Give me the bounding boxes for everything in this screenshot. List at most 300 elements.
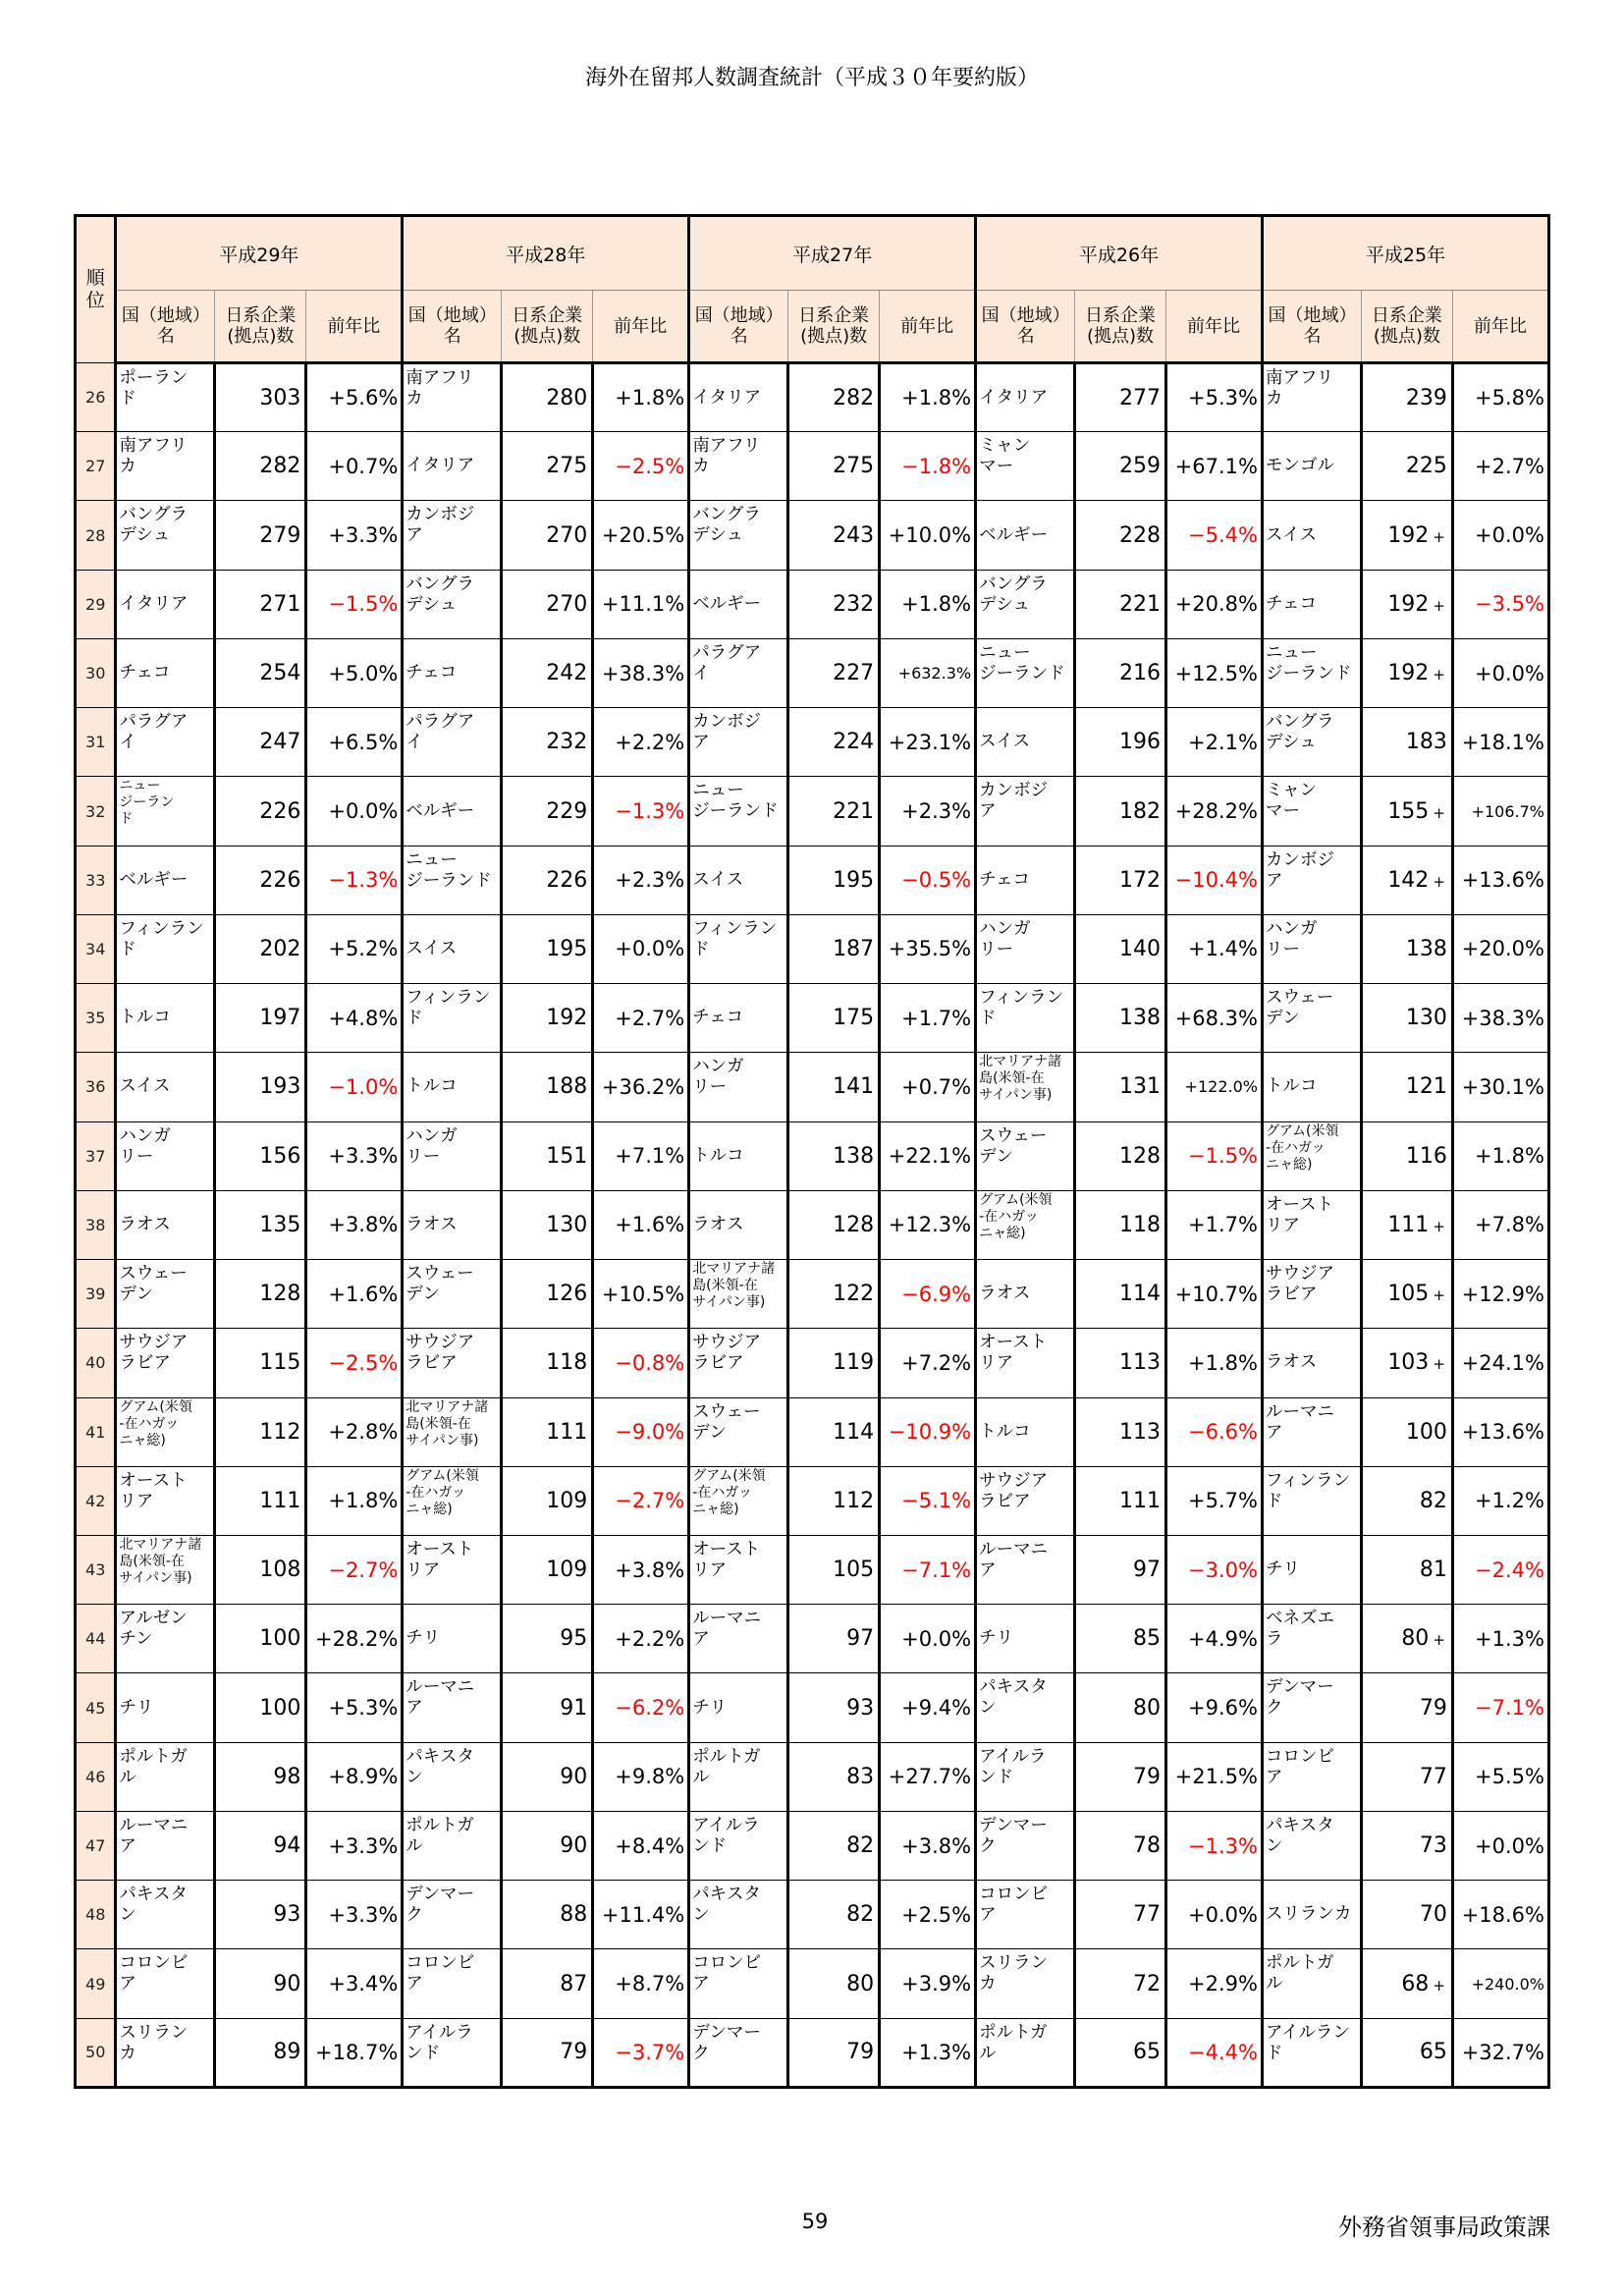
country-name-cell: パラグア イ — [116, 708, 215, 777]
country-name-cell: コロンビ ア — [689, 1949, 788, 2018]
company-count-value: 73 — [1419, 1833, 1447, 1859]
rank-cell: 33 — [76, 846, 116, 914]
company-count-cell — [788, 1949, 880, 2018]
page-title: 海外在留邦人数調査統計（平成３０年要約版） — [584, 66, 1039, 90]
year-over-year-cell: +11.1% — [593, 570, 689, 638]
department-name: 外務省領事局政策課 — [1338, 2214, 1550, 2241]
company-count-value: 82 — [1419, 1488, 1447, 1513]
company-count-cell — [502, 1535, 593, 1604]
year-header: 平成28年 — [403, 216, 689, 291]
company-count-cell — [502, 1329, 593, 1397]
company-count-cell — [215, 638, 306, 707]
rank-cell: 46 — [76, 1742, 116, 1811]
company-count-cell — [215, 1742, 306, 1811]
table-row — [76, 1466, 1549, 1535]
company-count-value: 126 — [546, 1282, 588, 1307]
company-count-value: 122 — [833, 1282, 875, 1307]
company-count-value: 77 — [1133, 1902, 1161, 1928]
company-count-value: 83 — [846, 1764, 875, 1789]
company-count-cell — [1075, 1673, 1166, 1742]
company-count-value: 187 — [833, 936, 875, 961]
company-count-value: 192 — [1387, 661, 1430, 686]
year-over-year-cell: +1.8% — [306, 1466, 403, 1535]
country-name-cell: フィンラン ド — [689, 914, 788, 983]
year-over-year-cell: +8.9% — [306, 1742, 403, 1811]
country-name-cell: ポルトガ ル — [116, 1742, 215, 1811]
company-count-value: 140 — [1119, 936, 1161, 961]
country-name-cell: デンマー ク — [976, 1811, 1075, 1880]
company-count-cell — [1361, 432, 1452, 501]
company-count-value: 275 — [833, 454, 875, 479]
country-name-cell: カンボジ ア — [1262, 846, 1361, 914]
year-over-year-cell: +9.8% — [593, 1742, 689, 1811]
country-name-cell: ルーマニ ア — [689, 1605, 788, 1673]
year-over-year-cell: +1.3% — [880, 2018, 976, 2087]
rank-cell: 35 — [76, 984, 116, 1053]
year-over-year-cell: −7.1% — [1452, 1673, 1548, 1742]
country-name-cell: コロンビ ア — [116, 1949, 215, 2018]
company-count-value: 138 — [1119, 1006, 1161, 1031]
company-count-cell — [215, 1190, 306, 1259]
year-over-year-cell: +1.6% — [593, 1190, 689, 1259]
table-row — [76, 363, 1549, 432]
country-name-cell: オースト リア — [403, 1535, 502, 1604]
country-name-cell: バングラ デシュ — [403, 570, 502, 638]
company-count-cell — [215, 1329, 306, 1397]
company-count-cell — [215, 1053, 306, 1121]
company-count-value: 97 — [1133, 1558, 1161, 1583]
company-count-value: 79 — [1133, 1764, 1161, 1789]
company-count-value: 243 — [833, 522, 875, 548]
rank-cell: 42 — [76, 1466, 116, 1535]
company-count-cell — [1075, 846, 1166, 914]
company-count-cell — [788, 914, 880, 983]
company-count-cell — [1075, 1605, 1166, 1673]
company-count-cell — [1075, 501, 1166, 570]
country-name-cell: スイス — [689, 846, 788, 914]
year-over-year-cell: +0.0% — [1452, 638, 1548, 707]
name-column-header: 国（地域） 名 — [116, 291, 215, 363]
country-name-cell: グアム(米領 -在ハガッ ニャ総) — [116, 1397, 215, 1466]
year-over-year-cell: +0.7% — [306, 432, 403, 501]
year-over-year-cell: +32.7% — [1452, 2018, 1548, 2087]
table-row — [76, 501, 1549, 570]
company-count-cell — [215, 777, 306, 846]
company-count-value: 232 — [546, 730, 588, 755]
year-over-year-cell: +1.8% — [593, 363, 689, 432]
company-count-cell — [788, 1466, 880, 1535]
table-row — [76, 1742, 1549, 1811]
table-row — [76, 777, 1549, 846]
company-count-cell — [1361, 1949, 1452, 2018]
estimate-mark: + — [1433, 666, 1445, 684]
year-over-year-cell: +18.6% — [1452, 1881, 1548, 1949]
year-over-year-cell: −4.4% — [1166, 2018, 1263, 2087]
year-over-year-cell: −1.5% — [1166, 1121, 1263, 1190]
company-count-value: 259 — [1119, 454, 1161, 479]
year-over-year-cell: +10.7% — [1166, 1260, 1263, 1329]
country-name-cell: スウェー デン — [976, 1121, 1075, 1190]
company-count-cell — [1361, 638, 1452, 707]
country-name-cell: ハンガ リー — [116, 1121, 215, 1190]
company-count-cell — [1075, 1121, 1166, 1190]
year-over-year-cell: +3.3% — [306, 1811, 403, 1880]
year-over-year-cell: −6.9% — [880, 1260, 976, 1329]
change-column-header: 前年比 — [1166, 291, 1263, 363]
rank-cell: 37 — [76, 1121, 116, 1190]
year-over-year-cell: +13.6% — [1452, 846, 1548, 914]
company-count-cell — [1361, 1742, 1452, 1811]
rank-cell: 39 — [76, 1260, 116, 1329]
year-over-year-cell: +3.3% — [306, 501, 403, 570]
country-name-cell: サウジア ラビア — [689, 1329, 788, 1397]
year-over-year-cell: +12.3% — [880, 1190, 976, 1259]
table-row — [76, 1329, 1549, 1397]
country-name-cell: ミャン マー — [976, 432, 1075, 501]
year-over-year-cell: +2.3% — [593, 846, 689, 914]
estimate-mark: + — [1433, 527, 1445, 546]
year-over-year-cell: +27.7% — [880, 1742, 976, 1811]
rank-cell: 48 — [76, 1881, 116, 1949]
company-count-value: 221 — [833, 798, 875, 824]
country-name-cell: 北マリアナ諸 島(米領-在 サイパン事) — [689, 1260, 788, 1329]
company-count-cell — [1361, 1329, 1452, 1397]
year-over-year-cell: +5.3% — [306, 1673, 403, 1742]
table-row — [76, 984, 1549, 1053]
estimate-mark: + — [1433, 596, 1445, 615]
name-column-header: 国（地域） 名 — [689, 291, 788, 363]
rank-cell: 28 — [76, 501, 116, 570]
country-name-cell: サウジア ラビア — [403, 1329, 502, 1397]
company-count-cell — [215, 1397, 306, 1466]
country-name-cell: スイス — [1262, 501, 1361, 570]
company-count-value: 100 — [259, 1695, 301, 1721]
country-name-cell: トルコ — [116, 984, 215, 1053]
country-name-cell: フィンラン ド — [1262, 1466, 1361, 1535]
country-name-cell: アルゼン チン — [116, 1605, 215, 1673]
year-over-year-cell: −2.7% — [593, 1466, 689, 1535]
company-count-value: 142 — [1387, 867, 1430, 893]
company-count-value: 128 — [1119, 1143, 1161, 1169]
table-row — [76, 1121, 1549, 1190]
year-over-year-cell: +2.8% — [306, 1397, 403, 1466]
country-name-cell: チェコ — [976, 846, 1075, 914]
year-over-year-cell: −2.4% — [1452, 1535, 1548, 1604]
rank-cell: 45 — [76, 1673, 116, 1742]
country-name-cell: ラオス — [1262, 1329, 1361, 1397]
year-over-year-cell: +1.6% — [306, 1260, 403, 1329]
company-count-cell — [502, 432, 593, 501]
company-count-value: 227 — [833, 661, 875, 686]
company-count-value: 242 — [546, 661, 588, 686]
year-header: 平成26年 — [976, 216, 1263, 291]
country-name-cell: ベネズエ ラ — [1262, 1605, 1361, 1673]
company-count-value: 228 — [1119, 522, 1161, 548]
company-count-value: 195 — [546, 936, 588, 961]
company-count-value: 87 — [560, 1971, 588, 1996]
company-count-cell — [1361, 777, 1452, 846]
company-count-cell — [788, 1673, 880, 1742]
table-row — [76, 570, 1549, 638]
company-count-cell — [788, 1053, 880, 1121]
estimate-mark: + — [1433, 1976, 1445, 1995]
company-count-value: 202 — [259, 936, 301, 961]
year-over-year-cell: +28.2% — [1166, 777, 1263, 846]
company-count-cell — [502, 1673, 593, 1742]
country-name-cell: 南アフリ カ — [403, 363, 502, 432]
company-count-cell — [1075, 1881, 1166, 1949]
company-count-value: 95 — [560, 1626, 588, 1652]
rank-cell: 41 — [76, 1397, 116, 1466]
table-row — [76, 846, 1549, 914]
year-over-year-cell: −3.7% — [593, 2018, 689, 2087]
table-row — [76, 432, 1549, 501]
rank-header — [76, 216, 116, 363]
year-over-year-cell: +4.8% — [306, 984, 403, 1053]
company-count-cell — [788, 432, 880, 501]
company-count-value: 280 — [546, 385, 588, 410]
year-over-year-cell: −9.0% — [593, 1397, 689, 1466]
country-name-cell: サウジア ラビア — [976, 1466, 1075, 1535]
company-count-cell — [1361, 708, 1452, 777]
table-row — [76, 1605, 1549, 1673]
company-count-cell — [1361, 1397, 1452, 1466]
country-name-cell: フィンラン ド — [403, 984, 502, 1053]
company-count-value: 130 — [1405, 1006, 1447, 1031]
country-name-cell: パラグア イ — [689, 638, 788, 707]
country-name-cell: ルーマニ ア — [1262, 1397, 1361, 1466]
company-count-value: 79 — [1419, 1695, 1447, 1721]
rank-cell: 27 — [76, 432, 116, 501]
company-count-cell — [1361, 1053, 1452, 1121]
country-name-cell: ベルギー — [689, 570, 788, 638]
country-name-cell: バングラ デシュ — [1262, 708, 1361, 777]
country-name-cell: ハンガ リー — [976, 914, 1075, 983]
country-name-cell: アイルラン ド — [1265, 2022, 1350, 2063]
country-name-cell: カンボジ ア — [976, 777, 1075, 846]
country-name-cell: ポルトガ ル — [403, 1811, 502, 1880]
company-count-value: 232 — [833, 591, 875, 617]
company-count-value: 77 — [1419, 1764, 1447, 1789]
company-count-cell — [215, 1535, 306, 1604]
country-name-cell: カンボジ ア — [689, 708, 788, 777]
table-row — [76, 914, 1549, 983]
company-count-cell — [1361, 1535, 1452, 1604]
company-count-cell — [1075, 638, 1166, 707]
company-count-value: 118 — [1119, 1212, 1161, 1237]
company-count-value: 128 — [259, 1282, 301, 1307]
country-name-cell: チェコ — [116, 638, 215, 707]
company-count-value: 89 — [273, 2040, 301, 2065]
company-count-cell — [1361, 914, 1452, 983]
country-name-cell: チリ — [689, 1673, 788, 1742]
company-count-value: 105 — [833, 1558, 875, 1583]
company-count-cell — [215, 570, 306, 638]
year-over-year-cell: +2.7% — [593, 984, 689, 1053]
company-count-value: 113 — [1119, 1419, 1161, 1445]
rank-cell: 32 — [76, 777, 116, 846]
year-header: 平成25年 — [1262, 216, 1548, 291]
company-count-cell — [215, 1949, 306, 2018]
company-count-cell — [502, 1121, 593, 1190]
company-count-value: 141 — [833, 1074, 875, 1100]
company-count-value: 197 — [259, 1006, 301, 1031]
company-count-cell — [1361, 1605, 1452, 1673]
country-name-cell: ポルトガ ル — [979, 2022, 1048, 2063]
year-over-year-cell: +21.5% — [1166, 1742, 1263, 1811]
year-over-year-cell: +5.7% — [1166, 1466, 1263, 1535]
company-count-value: 282 — [259, 454, 301, 479]
country-name-cell: ニュー ジーラン ド — [116, 777, 215, 846]
country-name-cell: イタリア — [976, 363, 1075, 432]
company-count-value: 271 — [259, 591, 301, 617]
company-count-value: 79 — [560, 2040, 588, 2065]
year-over-year-cell: −2.5% — [593, 432, 689, 501]
year-over-year-cell: +68.3% — [1166, 984, 1263, 1053]
company-count-cell — [1075, 1260, 1166, 1329]
rank-cell: 29 — [76, 570, 116, 638]
year-over-year-cell: +1.8% — [880, 570, 976, 638]
country-name-cell: トルコ — [1262, 1053, 1361, 1121]
company-count-value: 175 — [833, 1006, 875, 1031]
company-count-value: 277 — [1119, 385, 1161, 410]
company-count-cell — [502, 1053, 593, 1121]
country-name-cell: サウジア ラビア — [1262, 1260, 1361, 1329]
table-row — [76, 708, 1549, 777]
year-over-year-cell: −1.3% — [593, 777, 689, 846]
company-count-value: 70 — [1419, 1902, 1447, 1928]
rank-cell: 30 — [76, 638, 116, 707]
country-name-cell: グアム(米領 -在ハガッ ニャ総) — [1262, 1121, 1361, 1190]
country-name-cell: ルーマニ ア — [403, 1673, 502, 1742]
country-name-cell: ベルギー — [403, 777, 502, 846]
year-over-year-cell: +3.8% — [880, 1811, 976, 1880]
company-count-cell — [1075, 1190, 1166, 1259]
country-name-cell: パキスタ ン — [976, 1673, 1075, 1742]
year-over-year-cell: −1.5% — [306, 570, 403, 638]
year-over-year-cell: +2.3% — [880, 777, 976, 846]
year-over-year-cell: +20.8% — [1166, 570, 1263, 638]
company-count-cell — [1361, 570, 1452, 638]
company-count-cell — [1075, 708, 1166, 777]
company-count-cell — [1361, 846, 1452, 914]
company-count-cell — [502, 638, 593, 707]
company-count-cell — [215, 432, 306, 501]
country-name-cell: スイス — [116, 1053, 215, 1121]
company-count-cell — [788, 1881, 880, 1949]
year-over-year-cell: +0.0% — [1452, 501, 1548, 570]
change-column-header: 前年比 — [880, 291, 976, 363]
year-over-year-cell: +23.1% — [880, 708, 976, 777]
company-count-cell — [215, 1673, 306, 1742]
year-over-year-cell: +2.9% — [1166, 1949, 1263, 2018]
company-count-cell — [1075, 1742, 1166, 1811]
year-over-year-cell: −3.0% — [1166, 1535, 1263, 1604]
company-count-cell — [215, 914, 306, 983]
year-over-year-cell: +3.8% — [306, 1190, 403, 1259]
company-count-cell — [1361, 1673, 1452, 1742]
company-count-value: 111 — [1387, 1212, 1430, 1237]
company-count-cell — [1361, 1121, 1452, 1190]
country-name-cell: スウェー デン — [116, 1260, 215, 1329]
country-name-cell: 北マリアナ諸 島(米領-在 サイパン事) — [976, 1053, 1075, 1121]
company-count-value: 192 — [546, 1006, 588, 1031]
company-count-cell — [215, 1605, 306, 1673]
statistics-table-wrapper — [74, 214, 1550, 2089]
company-count-cell — [788, 777, 880, 846]
country-name-cell: ラオス — [116, 1190, 215, 1259]
company-count-value: 90 — [560, 1833, 588, 1859]
company-count-value: 193 — [259, 1074, 301, 1100]
company-count-value: 196 — [1119, 730, 1161, 755]
year-over-year-cell: +8.4% — [593, 1811, 689, 1880]
country-name-cell: コロンビ ア — [1262, 1742, 1361, 1811]
company-count-cell — [1075, 984, 1166, 1053]
year-over-year-cell: +13.6% — [1452, 1397, 1548, 1466]
company-count-cell — [788, 846, 880, 914]
company-count-cell — [502, 984, 593, 1053]
company-count-cell — [1075, 914, 1166, 983]
company-count-value: 195 — [833, 867, 875, 893]
company-count-cell — [215, 501, 306, 570]
country-name-cell: パキスタ ン — [403, 1742, 502, 1811]
company-count-cell — [502, 846, 593, 914]
company-count-value: 216 — [1119, 661, 1161, 686]
rank-cell: 26 — [76, 363, 116, 432]
company-count-value: 270 — [546, 522, 588, 548]
year-over-year-cell: +1.7% — [1166, 1190, 1263, 1259]
country-name-cell: アイルラ ンド — [406, 2022, 473, 2063]
country-name-cell: トルコ — [403, 1053, 502, 1121]
count-column-header: 日系企業 (拠点)数 — [1361, 291, 1452, 363]
year-over-year-cell: +0.0% — [593, 914, 689, 983]
company-count-cell — [1075, 1397, 1166, 1466]
company-count-value: 100 — [259, 1626, 301, 1652]
country-name-cell: カンボジ ア — [403, 501, 502, 570]
count-column-header: 日系企業 (拠点)数 — [502, 291, 593, 363]
country-name-cell: 南アフリ カ — [1262, 363, 1361, 432]
year-over-year-cell: +38.3% — [1452, 984, 1548, 1053]
company-count-value: 115 — [259, 1350, 301, 1376]
rank-cell: 31 — [76, 708, 116, 777]
company-count-cell — [502, 1397, 593, 1466]
company-count-value: 279 — [259, 522, 301, 548]
country-name-cell: コロンビ ア — [403, 1949, 502, 2018]
country-name-cell: ニュー ジーランド — [1262, 638, 1361, 707]
table-row — [76, 1397, 1549, 1466]
year-over-year-cell: +0.0% — [1452, 1811, 1548, 1880]
company-count-value: 303 — [259, 385, 301, 410]
country-name-cell: グアム(米領 -在ハガッ ニャ総) — [976, 1190, 1075, 1259]
year-over-year-cell: +5.8% — [1452, 363, 1548, 432]
year-over-year-cell: +240.0% — [1452, 1949, 1548, 2018]
company-count-cell — [502, 1881, 593, 1949]
company-count-cell — [215, 1881, 306, 1949]
table-header — [76, 216, 1549, 363]
company-count-value: 109 — [546, 1558, 588, 1583]
company-count-cell — [215, 1260, 306, 1329]
company-count-value: 270 — [546, 591, 588, 617]
company-count-cell — [1075, 1329, 1166, 1397]
country-name-cell: オースト リア — [1262, 1190, 1361, 1259]
year-over-year-cell: +7.2% — [880, 1329, 976, 1397]
country-name-cell: チェコ — [403, 638, 502, 707]
company-count-cell — [788, 984, 880, 1053]
country-name-cell: バングラ デシュ — [976, 570, 1075, 638]
country-name-cell: コロンビ ア — [976, 1881, 1075, 1949]
year-over-year-cell: +1.8% — [1452, 1121, 1548, 1190]
company-count-value: 138 — [1405, 936, 1447, 961]
